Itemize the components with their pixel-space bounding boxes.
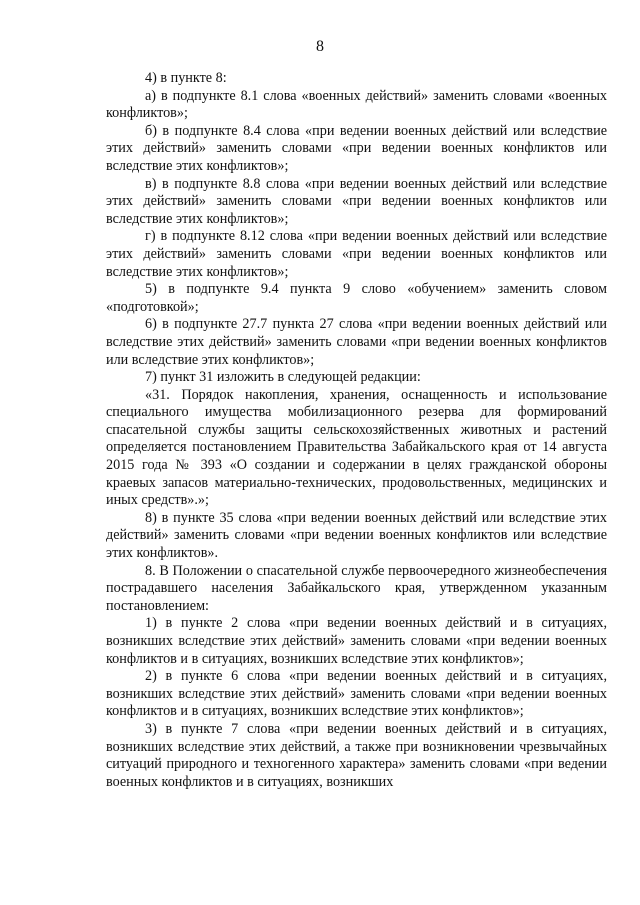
paragraph-section-8-item-2: 2) в пункте 6 слова «при ведении военных действий и в ситуациях, возникших вследствие этих действий» заменить словами «при ведении военных конфликтов и в ситуациях, возникших вследствие этих конфликтов»; [106,668,607,720]
paragraph-subitem-g: г) в подпункте 8.12 слова «при ведении военных действий или вследствие этих действий» заменить словами «при ведении военных конфликтов или вследствие этих конфликтов»; [106,228,607,280]
paragraph-section-8: 8. В Положении о спасательной службе первоочередного жизнеобеспечения пострадавшего населения Забайкальского края, утвержденном указанным постановлением: [106,562,607,614]
paragraph-item-4: 4) в пункте 8: [145,70,227,86]
paragraph-item-6: 6) в подпункте 27.7 пункта 27 слова «при ведении военных действий или вследствие этих действий» заменить словами «при ведении военных конфликтов или вследствие этих конфликтов»; [106,316,607,368]
paragraph-section-8-item-3: 3) в пункте 7 слова «при ведении военных действий и в ситуациях, возникших вследствие этих действий, а также при возникновении чрезвычайных ситуаций природного и техногенного характера» заменить словами «при ведении военных конфликтов и в ситуациях, возникших [106,720,607,790]
paragraph-item-8: 8) в пункте 35 слова «при ведении военных действий или вследствие этих действий» заменить словами «при ведении военных конфликтов или вследствие этих конфликтов». [106,509,607,562]
paragraph-item-5: 5) в подпункте 9.4 пункта 9 слово «обучением» заменить словом «подготовкой»; [106,281,607,315]
paragraph-section-8-item-1: 1) в пункте 2 слова «при ведении военных действий и в ситуациях, возникших вследствие этих действий» заменить словами «при ведении военных конфликтов и в ситуациях, возникших вследствие этих конфликтов»; [106,615,607,667]
paragraph-subitem-v: в) в подпункте 8.8 слова «при ведении военных действий или вследствие этих действий» заменить словами «при ведении военных конфликтов или вследствие этих конфликтов»; [106,175,607,227]
document-body [106,70,607,791]
page-number: 8 [316,38,324,55]
paragraph-item-7: 7) пункт 31 изложить в следующей редакции: [145,369,421,386]
paragraph-subitem-b: б) в подпункте 8.4 слова «при ведении военных действий или вследствие этих действий» заменить словами «при ведении военных конфликтов или вследствие этих конфликтов»; [106,122,607,174]
paragraph-subitem-a: а) в подпункте 8.1 слова «военных действий» заменить словами «военных конфликтов»; [106,87,607,122]
paragraph-quoted-31: «31. Порядок накопления, хранения, оснащенность и использование специального имущества мобилизационного резерва для формирований спасательной службы защиты сельскохозяйственных животных и растений определяется постановлением Правительства Забайкальского края от 14 августа 2015 года № 393 «О создании и содержании в целях гражданской обороны краевых запасов материально-технических, продовольственных, медицинских и иных средств».»; [106,386,607,509]
